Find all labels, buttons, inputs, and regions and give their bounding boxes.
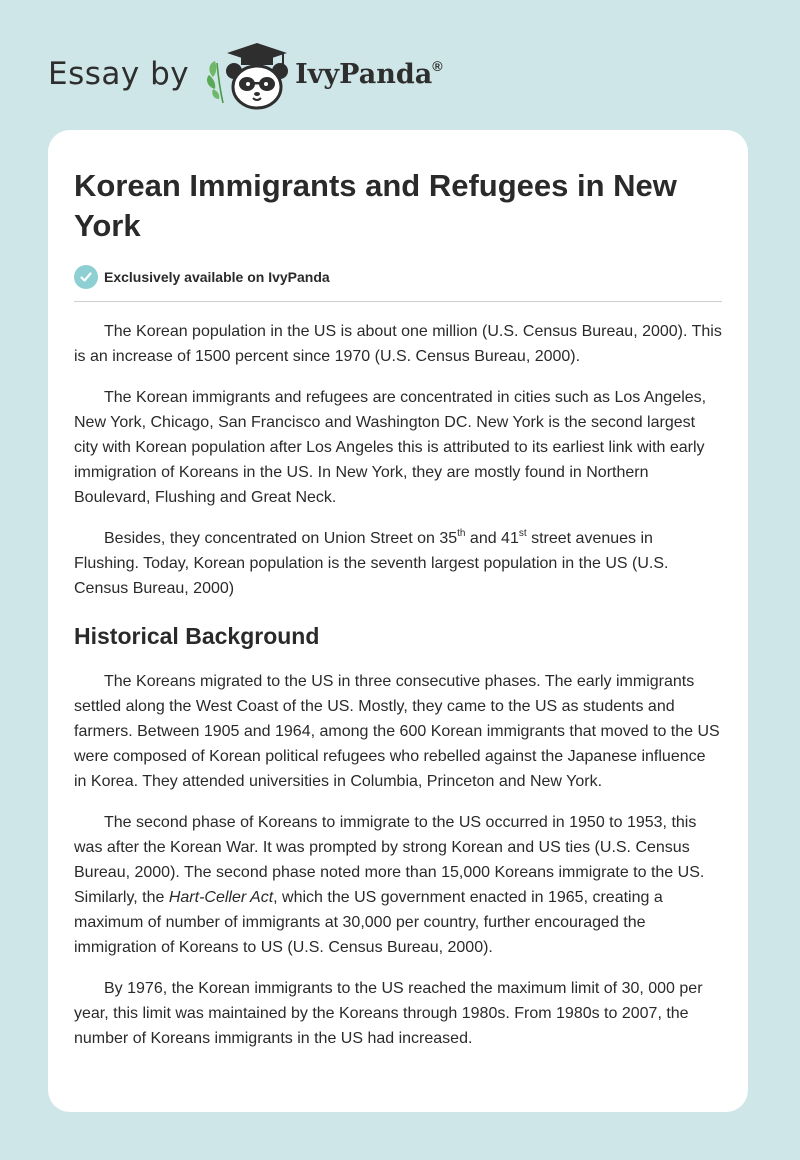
- ordinal-suffix: st: [518, 528, 527, 539]
- paragraph: The Koreans migrated to the US in three consecutive phases. The early immigrants settled along the West Coast of the US. Mostly, they came to the US as students and farmers. Between 1905 and 1964, among the 600 Korean immigrants that moved to the US were composed of Korean political refugees who rebelled against the Japanese influence in Korea. They attended universities in Columbia, Princeton and New York.: [74, 673, 720, 790]
- brand-name[interactable]: IvyPanda®: [295, 58, 443, 90]
- section-heading: Historical Background: [74, 623, 320, 649]
- article-body: [74, 319, 722, 1051]
- article-card: [48, 130, 748, 1112]
- checkmark-icon: [74, 265, 98, 289]
- ivypanda-logo-icon[interactable]: [203, 37, 291, 111]
- paragraph: By 1976, the Korean immigrants to the US reached the maximum limit of 30, 000 per year, this limit was maintained by the Koreans through 1980s. From 1980s to 2007, the number of Koreans immigrants in the US had increased.: [74, 980, 703, 1047]
- exclusive-label: Exclusively available on IvyPanda: [104, 269, 330, 285]
- registered-mark: ®: [432, 58, 443, 74]
- exclusive-badge: [74, 265, 722, 302]
- paragraph: The Korean immigrants and refugees are concentrated in cities such as Los Angeles, New York, Chicago, San Francisco and Washington DC. New York is the second largest city with Korean population after Los Angeles this is attributed to its earliest link with early immigration of Koreans in the US. In New York, they are mostly found in Northern Boulevard, Flushing and Great Neck.: [74, 389, 707, 506]
- act-name: Hart-Celler Act: [168, 889, 274, 906]
- essay-by-label: Essay by: [48, 56, 190, 92]
- article-title: Korean Immigrants and Refugees in New York: [74, 168, 677, 243]
- site-header: [48, 34, 443, 114]
- paragraph: The second phase of Koreans to immigrate to the US occurred in 1950 to 1953, this was after the Korean War. It was prompted by strong Korean and US ties (U.S. Census Bureau, 2000). The second phase noted more than 15,000 Koreans immigrate to the US. Similarly, the Hart-Celler Act, which the US government enacted in 1965, creating a maximum of number of immigrants at 30,000 per country, further encouraged the immigration of Koreans to US (U.S. Census Bureau, 2000).: [74, 814, 705, 956]
- ordinal-suffix: th: [457, 528, 466, 539]
- paragraph: Besides, they concentrated on Union Street on 35th and 41st street avenues in Flushing. Today, Korean population is the seventh largest population in the US (U.S. Census Bureau, 2000): [74, 528, 669, 597]
- paragraph: The Korean population in the US is about one million (U.S. Census Bureau, 2000). This is an increase of 1500 percent since 1970 (U.S. Census Bureau, 2000).: [74, 323, 722, 365]
